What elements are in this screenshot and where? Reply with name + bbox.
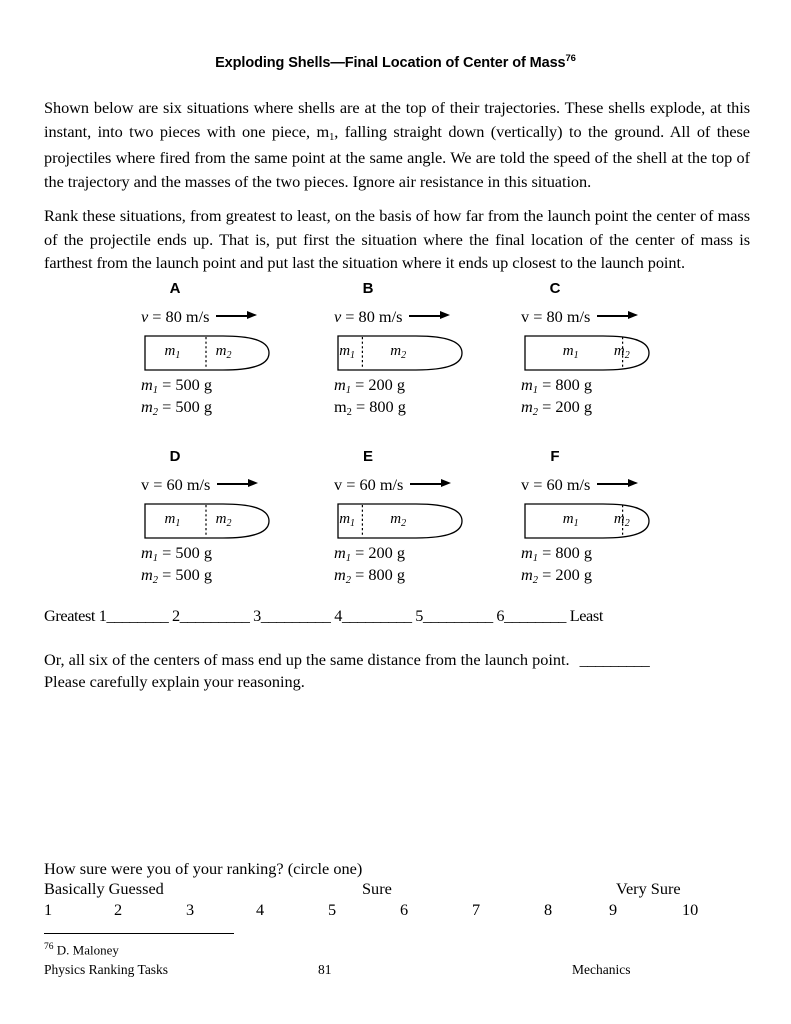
mass-legend: [521, 544, 592, 587]
confidence-label-low: Basically Guessed: [44, 879, 164, 898]
confidence-labels: [44, 879, 704, 899]
confidence-question: How sure were you of your ranking? (circle one): [44, 859, 363, 878]
velocity-arrow-icon: [597, 311, 639, 320]
shell-piece2-label: $m_2$: [390, 511, 407, 529]
confidence-option-7[interactable]: 7: [472, 900, 481, 919]
shell-piece1-label: $m_1$: [562, 511, 579, 529]
situation-letter: C: [549, 280, 561, 297]
all-same-blank: _________: [579, 650, 650, 669]
confidence-scale[interactable]: [44, 900, 704, 922]
velocity-symbol: v: [334, 307, 342, 326]
velocity-value: = 80 m/s: [529, 307, 591, 326]
title-footnote-marker: 76: [565, 53, 576, 64]
mass1-row: $m_1 = 200$ g: [334, 543, 405, 564]
velocity-arrow-icon: [597, 479, 639, 488]
velocity-symbol: v: [141, 307, 149, 326]
mass1-value: = 800 g: [538, 375, 592, 394]
confidence-label-mid: Sure: [362, 879, 392, 898]
mass2-row: $m_2 = 800$ g: [334, 564, 405, 586]
shell-diagram: [143, 333, 267, 373]
situation-d: [135, 448, 325, 588]
situation-letter: E: [362, 448, 373, 465]
velocity-value: = 60 m/s: [149, 475, 211, 494]
ranking-answer-line[interactable]: [44, 606, 603, 626]
footnote: [44, 942, 119, 958]
velocity-value: = 60 m/s: [529, 475, 591, 494]
velocity-label: [334, 307, 451, 327]
ranking-blanks: Greatest 1________ 2_________ 3_________ 4_________ 5_________ 6________ Least: [44, 606, 603, 625]
mass2-value: = 200 g: [538, 396, 592, 416]
confidence-option-10[interactable]: 10: [682, 900, 699, 919]
mass2-value: = 500 g: [158, 396, 212, 416]
velocity-label: [334, 475, 452, 495]
shell-diagram: [523, 501, 647, 541]
all-same-text: Or, all six of the centers of mass end up the same distance from the launch point.: [44, 650, 570, 669]
page-footer: [44, 962, 750, 980]
situation-b: [328, 280, 518, 420]
mass1-row: $m_1 = 200$ g: [334, 375, 405, 396]
shell-piece2-label: $m_2$: [215, 343, 232, 361]
situation-letter: A: [169, 280, 181, 297]
situation-letter: D: [169, 448, 181, 465]
intro-part-b: , falling straight down (vertically) to the ground. All of these projectiles where fired from the same point at the same angle. We are told the speed of the shell at the top of the trajectory and the masses of the two pieces. Ignore air resistance in this situation.: [44, 121, 750, 191]
footer-section: Mechanics: [572, 962, 631, 977]
situation-e: [328, 448, 518, 588]
situation-letter: F: [550, 448, 560, 465]
situation-a: [135, 280, 325, 420]
shell-piece1-label: $m_1$: [339, 511, 356, 529]
confidence-option-1[interactable]: 1: [44, 900, 53, 919]
shell-diagram: [523, 333, 647, 373]
intro-paragraph: [44, 96, 750, 193]
mass1-row: $m_1 = 800$ g: [521, 375, 592, 396]
shell-diagram: [336, 501, 460, 541]
velocity-arrow-icon: [410, 479, 452, 488]
mass2-row: $m_2 = 500$ g: [141, 396, 212, 418]
velocity-value: = 80 m/s: [148, 307, 210, 326]
footnote-author: D. Maloney: [56, 942, 119, 958]
confidence-option-9[interactable]: 9: [609, 900, 618, 919]
mass2-row: $m_2 = 200$ g: [521, 564, 592, 586]
mass-legend: [334, 376, 406, 419]
mass2-row: $m_2 = 200$ g: [521, 396, 592, 418]
footnote-separator: [44, 933, 234, 934]
mass2-value: = 200 g: [538, 564, 592, 584]
situation-f: [515, 448, 705, 588]
mass2-value: = 500 g: [158, 564, 212, 584]
velocity-label: [521, 307, 639, 327]
mass1-value: = 200 g: [351, 543, 405, 562]
confidence-option-5[interactable]: 5: [328, 900, 337, 919]
confidence-label-high: Very Sure: [616, 879, 681, 898]
shell-piece2-label: $m_2$: [613, 343, 630, 361]
velocity-value: = 80 m/s: [341, 307, 403, 326]
footer-book-title: Physics Ranking Tasks: [44, 962, 169, 977]
mass2-value: = 800 g: [351, 564, 405, 584]
shell-piece1-label: $m_1$: [164, 343, 181, 361]
mass-legend: [334, 544, 405, 587]
velocity-value: = 60 m/s: [342, 475, 404, 494]
situation-c: [515, 280, 705, 420]
mass1-row: $m_1 = 500$ g: [141, 543, 212, 564]
confidence-option-2[interactable]: 2: [114, 900, 123, 919]
velocity-label: [141, 307, 258, 327]
shell-piece1-label: $m_1$: [164, 511, 181, 529]
shell-diagram: [143, 501, 267, 541]
explain-instruction: Please carefully explain your reasoning.: [44, 672, 305, 691]
mass2-value: = 800 g: [351, 396, 406, 416]
page-title: [0, 53, 791, 71]
shell-piece1-label: $m_1$: [339, 343, 356, 361]
mass-legend: [141, 376, 212, 419]
mass2-row: $m_2 = 500$ g: [141, 564, 212, 586]
velocity-label: [141, 475, 259, 495]
mass1-value: = 500 g: [158, 375, 212, 394]
confidence-option-6[interactable]: 6: [400, 900, 409, 919]
shell-piece2-label: $m_2$: [390, 343, 407, 361]
mass-legend: [141, 544, 212, 587]
shell-piece2-label: $m_2$: [215, 511, 232, 529]
intro-part-a: Shown below are six situations where shells are at the top of their trajectories. These shells explode, at this instant, into two pieces with one piece, m: [44, 98, 750, 141]
shell-piece1-label: $m_1$: [562, 343, 579, 361]
footnote-marker: 76: [44, 942, 54, 952]
velocity-symbol: v: [334, 475, 343, 494]
confidence-option-3[interactable]: 3: [186, 900, 195, 919]
velocity-label: [521, 475, 639, 495]
footer-page-number: 81: [318, 962, 332, 977]
all-same-option[interactable]: [44, 650, 649, 670]
mass2-row: $m_2 = 800$ g: [334, 396, 406, 418]
mass1-value: = 800 g: [538, 543, 592, 562]
mass-legend: [521, 376, 592, 419]
confidence-option-8[interactable]: 8: [544, 900, 553, 919]
page-title-text: Exploding Shells—Final Location of Center of Mass: [215, 54, 566, 71]
mass1-row: $m_1 = 500$ g: [141, 375, 212, 396]
velocity-symbol: v: [521, 307, 530, 326]
mass1-row: $m_1 = 800$ g: [521, 543, 592, 564]
velocity-arrow-icon: [216, 311, 258, 320]
velocity-symbol: v: [141, 475, 150, 494]
velocity-symbol: v: [521, 475, 530, 494]
confidence-option-4[interactable]: 4: [256, 900, 265, 919]
shell-piece2-label: $m_2$: [613, 511, 630, 529]
intro-subscript: 1: [329, 131, 335, 143]
task-paragraph: Rank these situations, from greatest to least, on the basis of how far from the launch point the center of mass of the projectile ends up. That is, put first the situation where the final location of the center of mass is farthest from the launch point and put last the situation where it ends up closest to the launch point.: [44, 206, 750, 272]
shell-diagram: [336, 333, 460, 373]
velocity-arrow-icon: [409, 311, 451, 320]
situation-letter: B: [362, 280, 374, 297]
mass1-value: = 200 g: [351, 375, 405, 394]
mass1-value: = 500 g: [158, 543, 212, 562]
velocity-arrow-icon: [217, 479, 259, 488]
